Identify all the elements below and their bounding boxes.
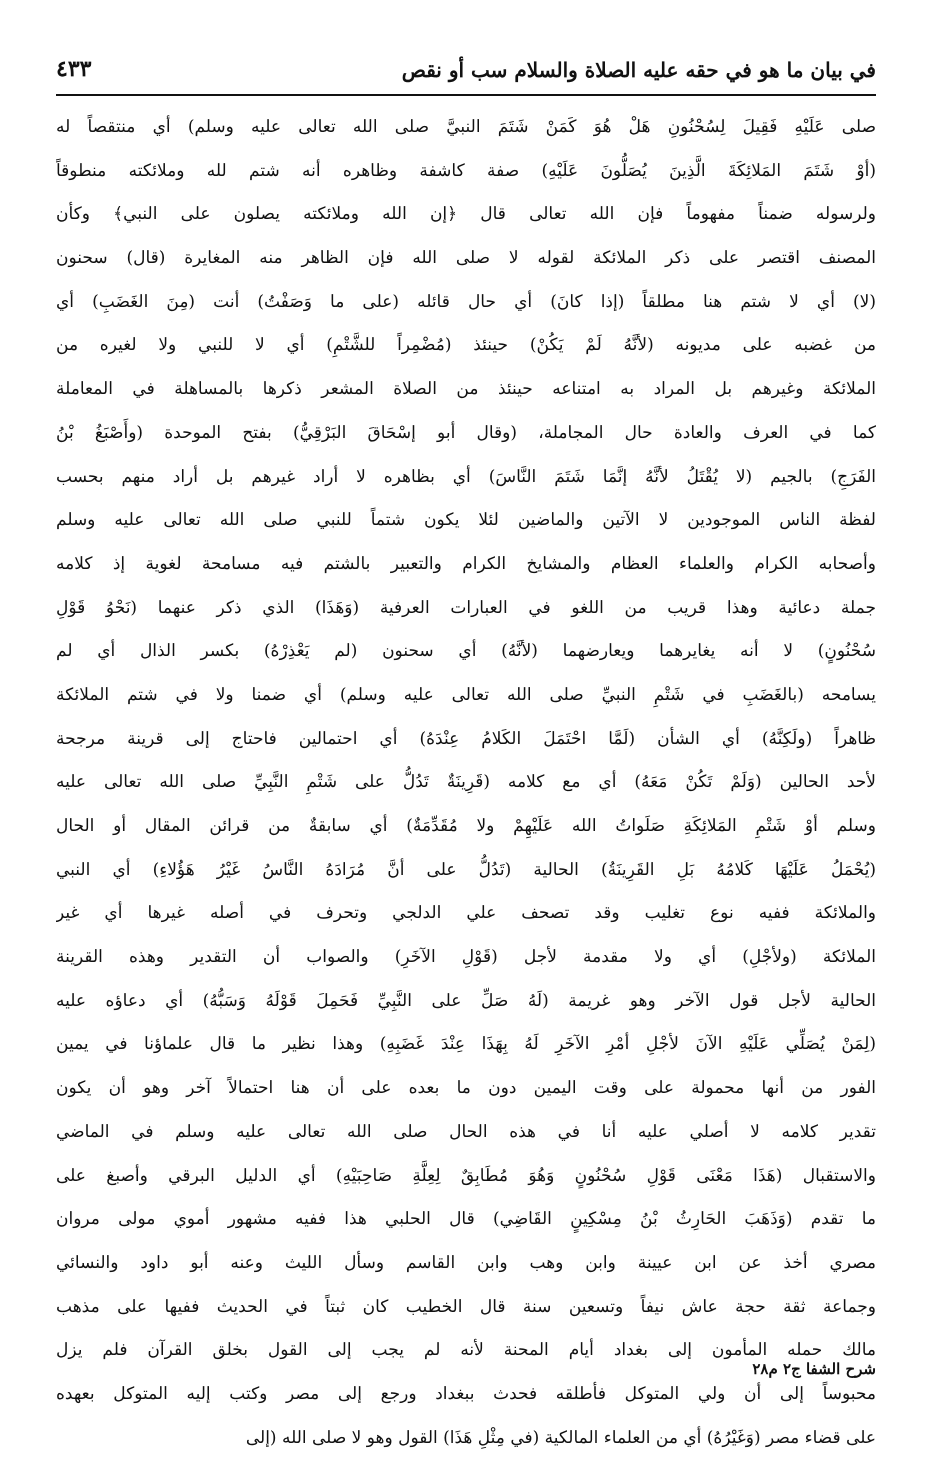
running-title: في بيان ما هو في حقه عليه الصلاة والسلام سب أو نقص: [401, 58, 876, 82]
text-line: الحالية لأجل قول الآخر وهو غريمة (لَهُ صَلِّ على النَّبِيِّ فَحَمِلَ قَوْلَهُ وَسَبُّهُ) أي دعاؤه عليه: [56, 990, 876, 1011]
text-line: (لا) أي لا شتم هنا مطلقاً (إذا كانَ) أي حال قائله (على ما وَصَفْتُ) أنت (مِنَ الغَضَبِ) أي: [56, 291, 876, 312]
text-line: المصنف اقتصر على ذكر الملائكة لقوله لا صلى الله فإن الظاهر منه المغايرة (قال) سحنون: [56, 248, 876, 269]
text-line: (يُحْمَلُ عَلَيْهَا كَلامُهُ بَلِ القَرِينَةُ) الحالية (تَدُلُّ على أنَّ مُرَادَهُ النَّاسُ غَيْرُ هَؤُلاءِ) أي النبي: [56, 859, 876, 880]
text-line: لأحد الحالين (وَلَمْ تَكُنْ مَعَهُ) أي مع كلامه (قَرِينَةٌ تَدُلُّ على شَتْمِ النَّبِيِّ صلى الله تعالى عليه: [56, 772, 876, 793]
text-line: سُحْنُونٍ) لا أنه يغايرهما ويعارضهما (لأنَّهُ) أي سحنون (لم يَعْذِرْهُ) بكسر الذال أي لم: [56, 641, 876, 662]
text-line: وأصحابه الكرام والعلماء العظام والمشايخ الكرام والتعبير بالشتم فيه مسامحة لغوية إذ كلامه: [56, 553, 876, 574]
text-line: كما في العرف والعادة حال المجاملة، (وقال أبو إسْحَاقَ البَرْقِيُّ) بفتح الموحدة (وأَصْبَغُ بْنُ: [56, 422, 876, 443]
page-number: ٤٣٣: [56, 56, 92, 82]
text-line: والاستقبال (هَذَا مَعْنَى قَوْلِ سُحْنُونٍ وَهُوَ مُطَابِقٌ لِعِلَّةِ صَاحِبَيْهِ) أي الدليل البرقي وأصبغ على: [56, 1165, 876, 1186]
text-line: مصري أخذ عن ابن عيينة وابن وهب وابن القاسم وسأل الليث وعنه أبو داود والنسائي: [56, 1252, 876, 1273]
text-line: مالك حمله المأمون إلى بغداد أيام المحنة لأنه لم يجب إلى القول بخلق القرآن فلم يزل: [56, 1340, 876, 1361]
text-line: وسلم أوْ شَتْمِ المَلائِكَةِ صَلَواتُ الله عَلَيْهِمْ ولا مُقَدِّمَةٌ) أي سابقةٌ من قرائن المقال أو الحال: [56, 816, 876, 836]
text-line: ولرسوله ضمناً مفهوماً فإن الله تعالى قال ﴿إن الله وملائكته يصلون على النبي﴾ وكأن: [56, 204, 876, 225]
text-line: وجماعة ثقة حجة عاش نيفاً وتسعين سنة قال الخطيب كان ثبتاً في الحديث ففيها على مذهب: [56, 1296, 876, 1317]
text-line: (أوْ شَتَمَ المَلائِكَةَ الَّذِينَ يُصَلُّونَ عَلَيْهِ) صفة كاشفة وظاهره أنه شتم لله وملائكته منطوقاً: [56, 160, 876, 181]
text-line: الفَرَجِ) بالجيم (لا يُقْتَلُ لأنَّهُ إنَّمَا شَتَمَ النَّاسَ) أي بظاهره لا أراد غيرهم بل أراد منهم بحسب: [56, 466, 876, 487]
text-line: الملائكة (ولأجْلِ) أي ولا مقدمة لأجل (قَوْلِ الآخَرِ) والصواب أن التقدير وهذه القرينة: [56, 947, 876, 968]
text-line: ظاهراً (ولَكِنَّهُ) أي الشأن (لَمَّا احْتَمَلَ الكَلامُ عِنْدَهُ) أي احتمالين فاحتاج إلى قرينة مرجحة: [56, 728, 876, 749]
text-line: (لِمَنْ يُصَلِّي عَلَيْهِ الآنَ لأجْلِ أمْرِ الآخَرِ لَهُ بِهَذَا عِنْدَ غَضَبِهِ) وهذا نظير ما قال علماؤنا في يمين: [56, 1034, 876, 1055]
text-line: جملة دعائية وهذا قريب من اللغو في العبارات العرفية (وَهَذَا) الذي ذكر عنهما (نَحْوُ قَوْلِ: [56, 597, 876, 618]
text-line: والملائكة ففيه نوع تغليب وقد تصحف علي الدلجي وتحرف في أصله غيرها أي غير: [56, 903, 876, 924]
text-line: الملائكة وغيرهم بل المراد به امتناعه حينئذ من الصلاة المشعر ذكرها بالمساهلة في المعاملة: [56, 379, 876, 400]
text-line: تقدير كلامه لا أصلي عليه أنا في هذه الحال صلى الله تعالى عليه وسلم في الماضي: [56, 1121, 876, 1142]
text-line: محبوساً إلى أن ولي المتوكل فأطلقه فحدث ببغداد ورجع إلى مصر وكتب إليه المتوكل بعهده: [56, 1383, 876, 1404]
body-text: [56, 106, 876, 1460]
page-header: [56, 52, 876, 92]
text-line: على قضاء مصر (وَغَيْرُهُ) أي من العلماء المالكية (في مِثْلِ هَذَا) القول وهو لا صلى الله (إلى: [245, 1427, 876, 1448]
text-line: الفور من أنها محمولة على وقت اليمين دون ما بعده على أن هنا احتمالاً آخر وهو أن يكون: [56, 1078, 876, 1099]
header-rule: [56, 94, 876, 96]
text-line: ما تقدم (وَذَهَبَ الحَارِثُ بْنُ مِسْكِينٍ القَاضِي) قال الحلبي هذا ففيه مشهور أموي مولى مروان: [56, 1209, 876, 1230]
text-line: من غضبه على مديونه (لأنَّهُ لَمْ يَكُنْ) حينئذ (مُضْمِراً للشَّتْمِ) أي لا للنبي ولا لغيره من: [56, 335, 876, 356]
text-line: لفظة الناس الموجودين لا الآتين والماضين لئلا يكون شتماً للنبي صلى الله تعالى عليه وسلم: [56, 510, 876, 531]
text-line: صلى عَلَيْهِ فَقِيلَ لِسُحْنُونِ هَلْ هُوَ كَمَنْ شَتَمَ النبيَّ صلى الله تعالى عليه وسلم) أي منتقصاً له: [56, 117, 876, 137]
text-line: يسامحه (بالغَضَبِ في شَتْمِ النبيِّ صلى الله تعالى عليه وسلم) أي ضمنا ولا في شتم الملائكة: [56, 684, 876, 705]
footer-signature: شرح الشفا ج٢ م٢٨: [752, 1360, 876, 1378]
